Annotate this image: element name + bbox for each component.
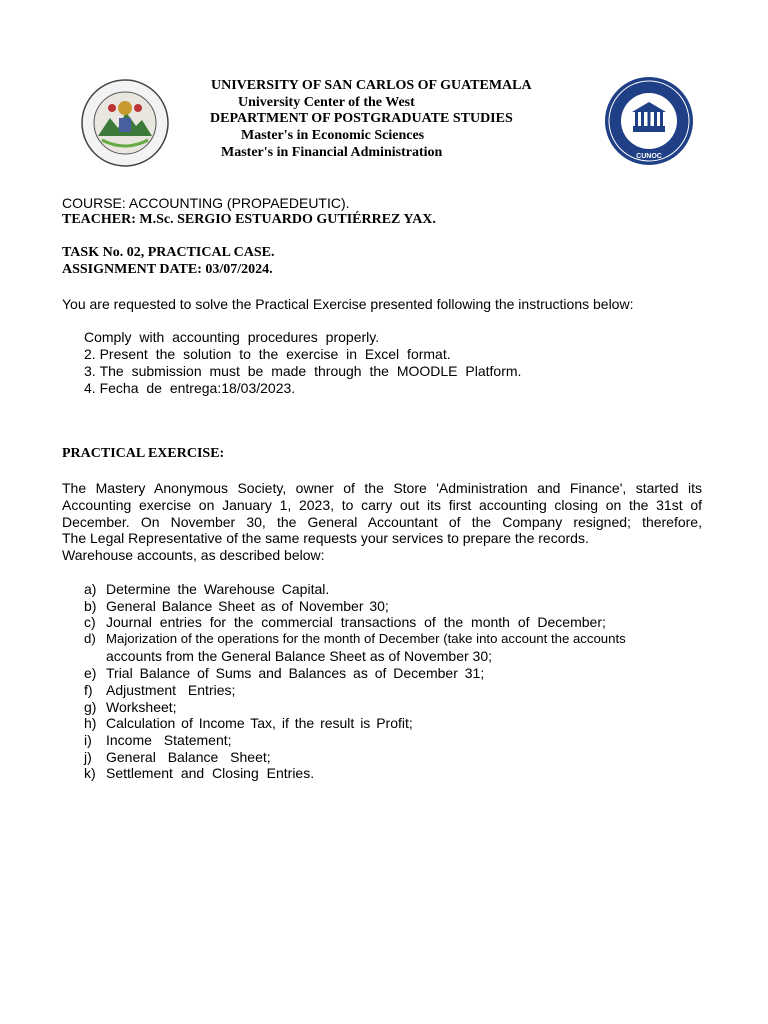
- postgraduate-department-seal-icon: [604, 76, 694, 166]
- department-name: DEPARTMENT OF POSTGRADUATE STUDIES: [210, 111, 513, 126]
- assignment-date-line: ASSIGNMENT DATE: 03/07/2024.: [62, 262, 273, 277]
- exercise-item: e) Trial Balance of Sums and Balances as of December 31;: [84, 665, 485, 681]
- exercise-paragraph: The Mastery Anonymous Society, owner of the Store 'Administration and Finance', started its Accounting exercise on January 1, 2023, to carry out its first accounting closing on the 31st of December. On November 30, the General Accountant of the Company resigned; therefore, The Legal Representative of the same requests your services to prepare the records. Warehouse accounts, as described below:: [62, 480, 702, 564]
- instruction-item: 3. The submission must be made through the MOODLE Platform.: [84, 363, 522, 379]
- exercise-item: h) Calculation of Income Tax, if the result is Profit;: [84, 715, 413, 731]
- exercise-item: c) Journal entries for the commercial transactions of the month of December;: [84, 614, 606, 630]
- intro-text: You are requested to solve the Practical Exercise presented following the instructions below:: [62, 296, 634, 312]
- exercise-item: g) Worksheet;: [84, 699, 177, 715]
- teacher-line: TEACHER: M.Sc. SERGIO ESTUARDO GUTIÉRREZ YAX.: [62, 212, 436, 227]
- exercise-item: k) Settlement and Closing Entries.: [84, 765, 315, 781]
- exercise-item: b) General Balance Sheet as of November 30;: [84, 598, 389, 614]
- exercise-item: a) Determine the Warehouse Capital.: [84, 581, 330, 597]
- exercise-item: f) Adjustment Entries;: [84, 682, 236, 698]
- university-name: UNIVERSITY OF SAN CARLOS OF GUATEMALA: [211, 78, 532, 93]
- exercise-item: d) Majorization of the operations for the month of December (take into account the accounts: [84, 631, 626, 646]
- seal-bottom-text: CUNOC: [636, 153, 662, 160]
- exercise-item: i) Income Statement;: [84, 732, 232, 748]
- task-line: TASK No. 02, PRACTICAL CASE.: [62, 245, 275, 260]
- masters-economic: Master's in Economic Sciences: [241, 128, 425, 143]
- instruction-item: 4. Fecha de entrega:18/03/2023.: [84, 380, 296, 396]
- usac-seal-icon: [80, 78, 170, 168]
- exercise-title: PRACTICAL EXERCISE:: [62, 446, 225, 461]
- instruction-item: 2. Present the solution to the exercise in Excel format.: [84, 346, 451, 362]
- masters-financial: Master's in Financial Administration: [221, 145, 443, 160]
- university-center: University Center of the West: [238, 95, 415, 110]
- exercise-item-continuation: accounts from the General Balance Sheet as of November 30;: [106, 648, 492, 664]
- exercise-item: j) General Balance Sheet;: [84, 749, 271, 765]
- course-line: COURSE: ACCOUNTING (PROPAEDEUTIC).: [62, 195, 350, 211]
- instruction-item: Comply with accounting procedures properly.: [84, 329, 380, 345]
